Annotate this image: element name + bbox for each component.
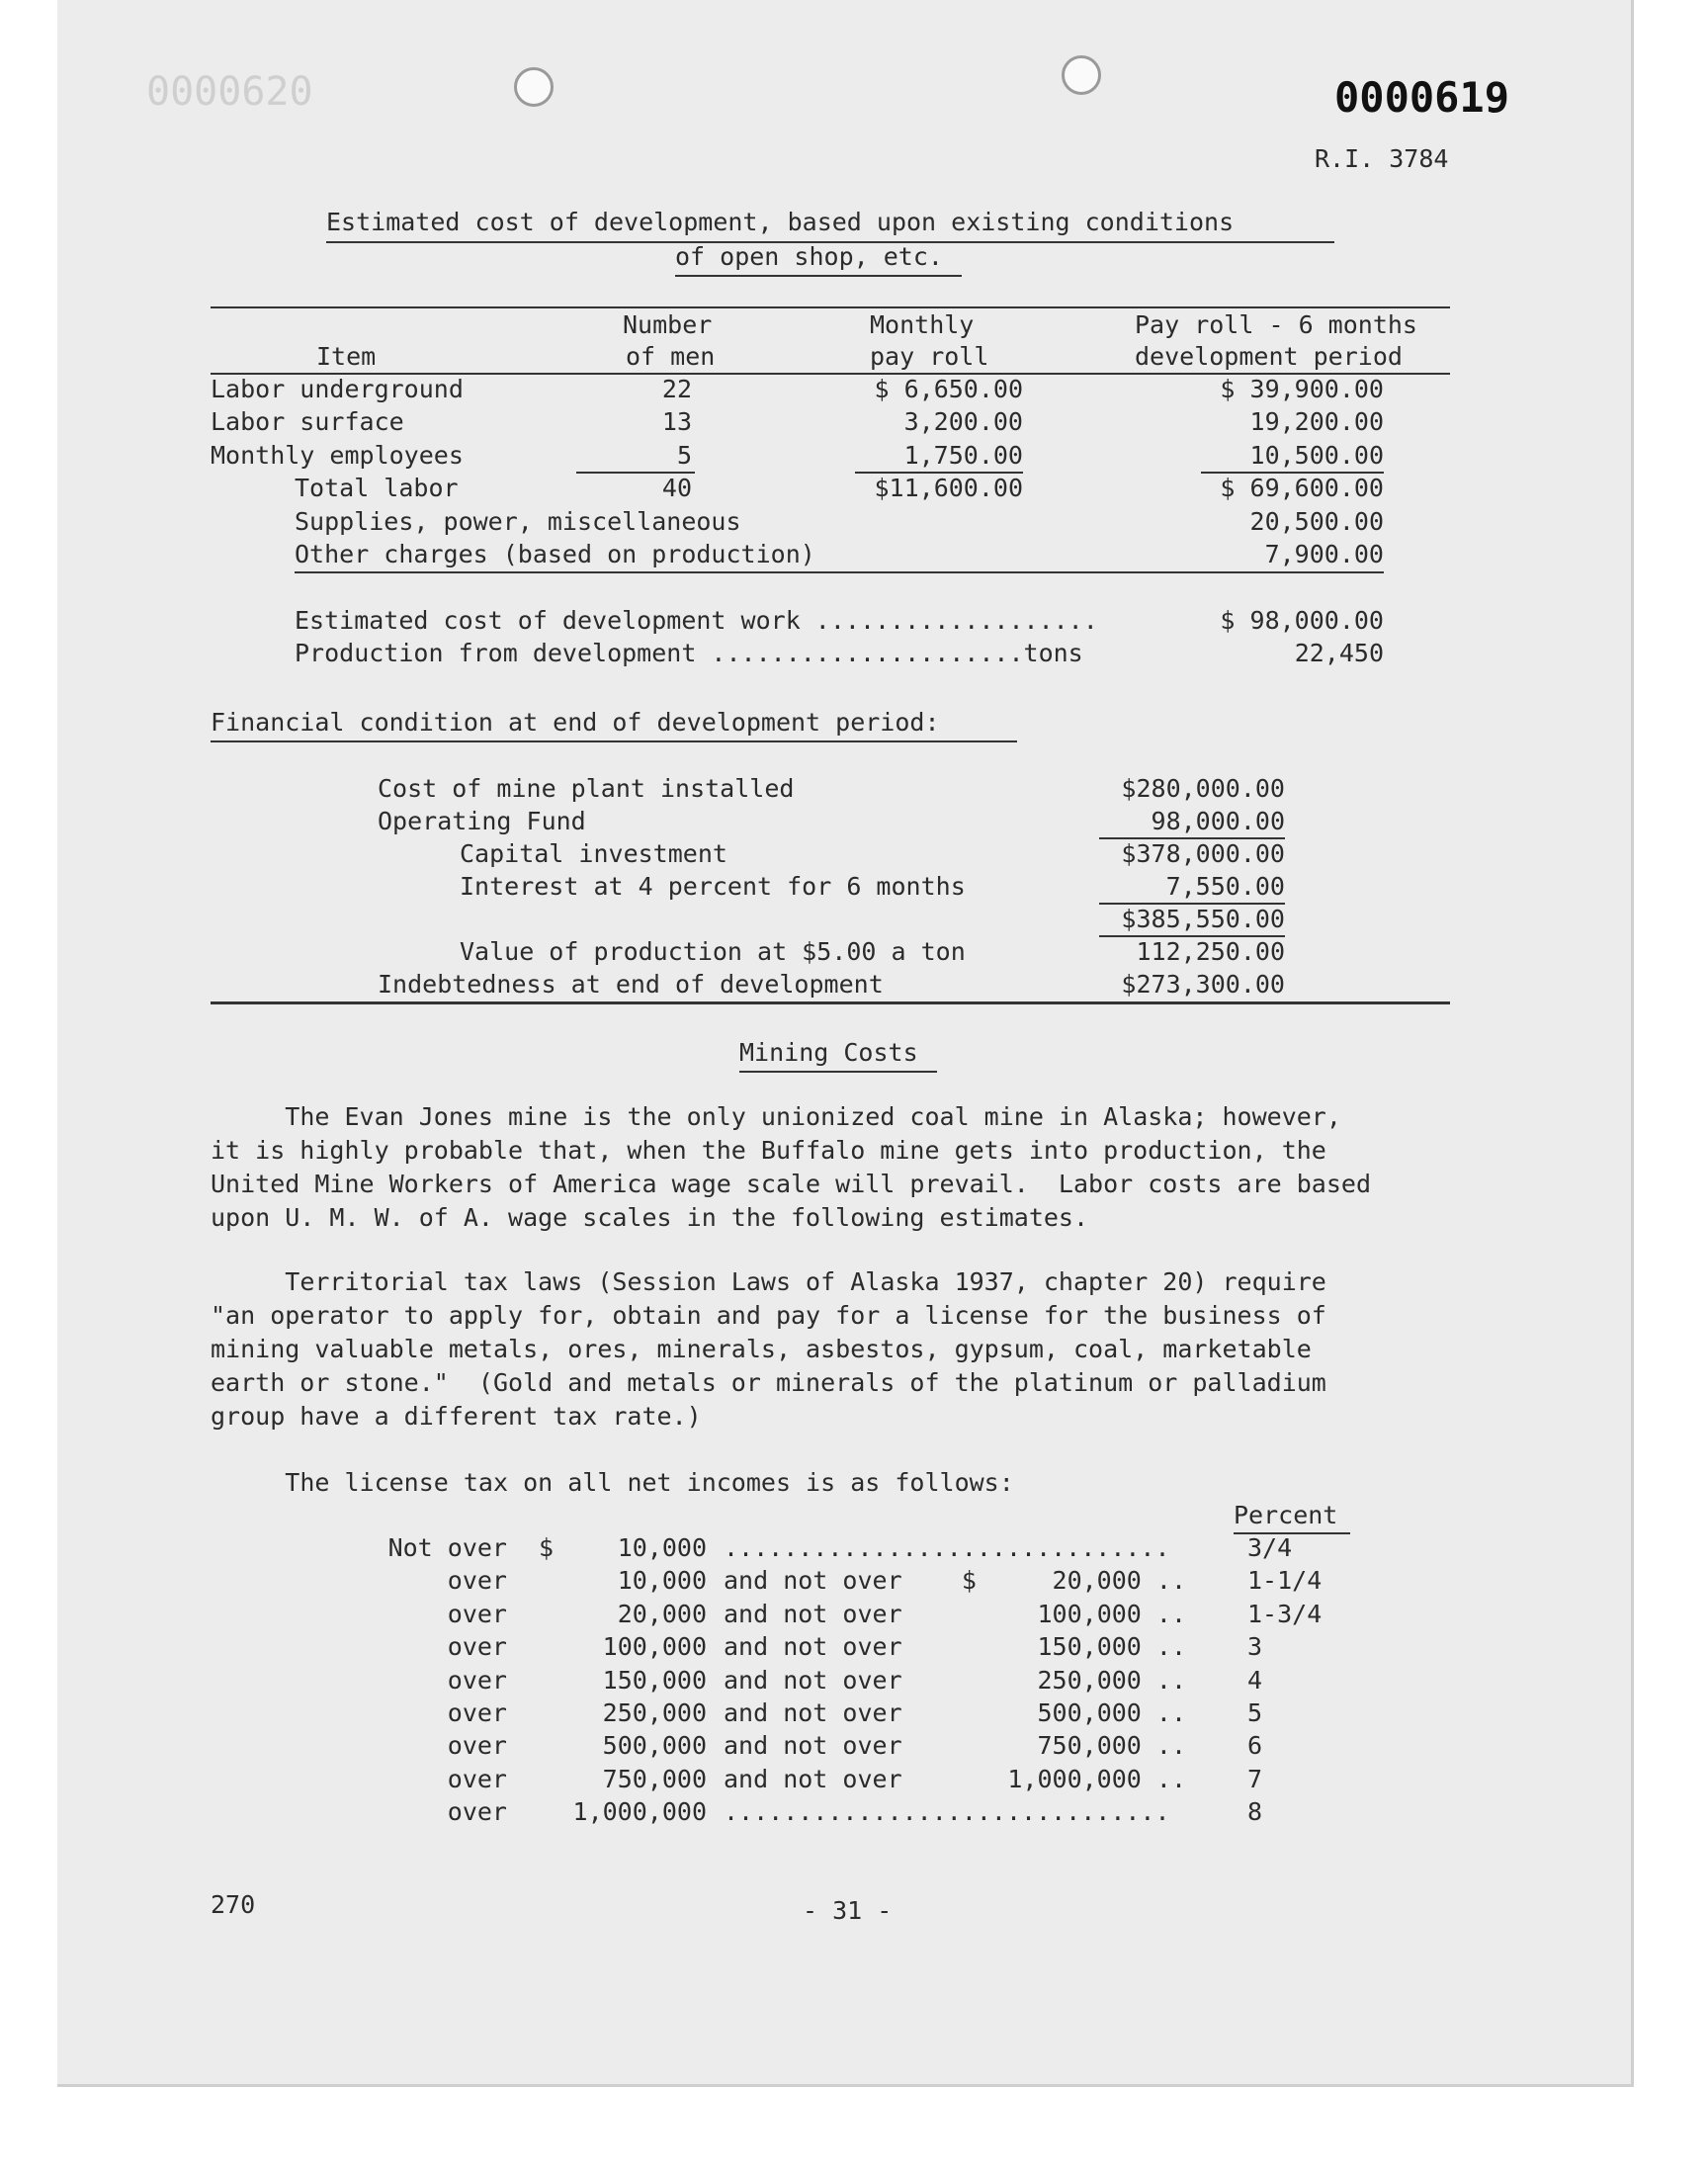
tax-row-condition: and not over	[724, 1600, 902, 1628]
punch-hole-left	[514, 67, 554, 107]
tax-row-upper-bound: 20,000 ..	[1052, 1566, 1186, 1595]
tax-row-percent: 8	[1247, 1797, 1263, 1826]
financial-row-value: $280,000.00	[1121, 774, 1285, 803]
production-label: Production from development .....................tons	[295, 639, 1083, 667]
tax-row-condition: and not over	[724, 1666, 902, 1695]
tax-row-dollar: $	[539, 1533, 555, 1562]
tax-row-condition: ..............................	[724, 1533, 1170, 1562]
table-row-item: Labor surface	[211, 407, 404, 436]
other-charges-label: Other charges (based on production)	[295, 540, 815, 568]
tax-row-upper-bound: 500,000 ..	[1037, 1698, 1186, 1727]
tax-row-percent: 3	[1247, 1632, 1263, 1661]
financial-row-value: 98,000.00	[1151, 807, 1285, 835]
page-stamp-number: 0000619	[1334, 73, 1510, 122]
production-value: 22,450	[1294, 639, 1384, 667]
development-title-line2: of open shop, etc.	[675, 242, 943, 271]
tax-row-percent: 3/4	[1247, 1533, 1293, 1562]
tax-row-lower-bound: 100,000	[602, 1632, 707, 1661]
tax-row-percent: 6	[1247, 1731, 1263, 1760]
other-charges-value: 7,900.00	[1264, 540, 1384, 568]
financial-row-value: 112,250.00	[1136, 937, 1285, 966]
financial-row-value: $385,550.00	[1121, 905, 1285, 933]
table-top-rule	[211, 306, 1450, 308]
tax-row-prefix: over	[447, 1566, 507, 1595]
table-row-monthly: 3,200.00	[903, 407, 1023, 436]
tax-row-percent: 1-1/4	[1247, 1566, 1323, 1595]
financial-bottom-rule	[211, 1001, 1450, 1004]
title-underline-2	[675, 275, 962, 277]
financial-row-label: Operating Fund	[378, 807, 586, 835]
table-row-monthly: 1,750.00	[903, 441, 1023, 470]
other-charges-rule	[295, 571, 1384, 573]
financial-row-label: Interest at 4 percent for 6 months	[460, 872, 966, 901]
total-labor-men: 40	[661, 474, 692, 502]
tax-row-lower-bound: 10,000	[617, 1566, 707, 1595]
col-header-men-2: of men	[626, 342, 716, 371]
tax-row-upper-bound: 750,000 ..	[1037, 1731, 1186, 1760]
estimated-cost-label: Estimated cost of development work ...................	[295, 606, 1098, 635]
tax-row-condition: and not over	[724, 1765, 902, 1793]
table-row-men: 22	[661, 375, 692, 403]
bleed-through-number: 0000620	[146, 69, 313, 115]
tax-row-prefix: Not over	[387, 1533, 507, 1562]
tax-row-upper-bound: 100,000 ..	[1037, 1600, 1186, 1628]
tax-row-condition: ..............................	[724, 1797, 1170, 1826]
financial-row-value: 7,550.00	[1165, 872, 1285, 901]
total-labor-payroll: $ 69,600.00	[1220, 474, 1384, 502]
tax-row-lower-bound: 150,000	[602, 1666, 707, 1695]
col-header-monthly-1: Monthly	[870, 310, 975, 339]
tax-row-prefix: over	[447, 1731, 507, 1760]
tax-row-lower-bound: 20,000	[617, 1600, 707, 1628]
punch-hole-right	[1062, 55, 1101, 95]
col-header-payroll-1: Pay roll - 6 months	[1135, 310, 1417, 339]
tax-row-condition: and not over	[724, 1698, 902, 1727]
financial-row-label: Value of production at $5.00 a ton	[460, 937, 966, 966]
financial-title: Financial condition at end of development period:	[211, 708, 940, 737]
paragraph-tax-laws: Territorial tax laws (Session Laws of Alaska 1937, chapter 20) require "an operator to apply for, obtain and pay for a license for the business of mining valuable metals, ores, minerals, asbestos, gypsum, coal, marketable earth or stone." (Gold and metals or minerals of the platinum or palladium group have a different tax rate.)	[211, 1267, 1326, 1431]
report-id: R.I. 3784	[1315, 144, 1449, 173]
mining-costs-title: Mining Costs	[739, 1038, 918, 1067]
financial-row-value: $378,000.00	[1121, 839, 1285, 868]
tax-row-condition: and not over $	[724, 1566, 977, 1595]
total-labor-label: Total labor	[295, 474, 459, 502]
paragraph-license-tax: The license tax on all net incomes is as follows:	[211, 1468, 1014, 1497]
percent-header: Percent	[1234, 1501, 1338, 1529]
tax-row-condition: and not over	[724, 1731, 902, 1760]
tax-row-upper-bound: 150,000 ..	[1037, 1632, 1186, 1661]
left-page-number: 270	[211, 1890, 256, 1919]
col-header-item: Item	[316, 342, 377, 371]
financial-title-underline	[211, 740, 1017, 742]
table-row-monthly: $ 6,650.00	[874, 375, 1023, 403]
supplies-value: 20,500.00	[1249, 507, 1384, 536]
tax-row-prefix: over	[447, 1666, 507, 1695]
financial-row-label: Indebtedness at end of development	[378, 970, 884, 999]
tax-row-percent: 5	[1247, 1698, 1263, 1727]
col-header-monthly-2: pay roll	[870, 342, 989, 371]
table-row-men: 13	[661, 407, 692, 436]
estimated-cost-value: $ 98,000.00	[1220, 606, 1384, 635]
tax-row-lower-bound: 750,000	[602, 1765, 707, 1793]
tax-row-lower-bound: 250,000	[602, 1698, 707, 1727]
table-row-payroll: $ 39,900.00	[1220, 375, 1384, 403]
tax-row-lower-bound: 1,000,000	[572, 1797, 707, 1826]
col-header-men-1: Number	[623, 310, 713, 339]
financial-row-value: $273,300.00	[1121, 970, 1285, 999]
tax-row-condition: and not over	[724, 1632, 902, 1661]
supplies-label: Supplies, power, miscellaneous	[295, 507, 741, 536]
tax-row-percent: 7	[1247, 1765, 1263, 1793]
development-title-line1: Estimated cost of development, based upon existing conditions	[326, 208, 1235, 236]
tax-row-percent: 1-3/4	[1247, 1600, 1323, 1628]
table-row-payroll: 19,200.00	[1249, 407, 1384, 436]
financial-row-label: Cost of mine plant installed	[378, 774, 795, 803]
table-row-payroll: 10,500.00	[1249, 441, 1384, 470]
tax-row-prefix: over	[447, 1632, 507, 1661]
tax-row-lower-bound: 10,000	[617, 1533, 707, 1562]
tax-row-prefix: over	[447, 1797, 507, 1826]
tax-row-prefix: over	[447, 1698, 507, 1727]
tax-row-upper-bound: 250,000 ..	[1037, 1666, 1186, 1695]
tax-row-upper-bound: 1,000,000 ..	[1007, 1765, 1186, 1793]
paragraph-union: The Evan Jones mine is the only unionized coal mine in Alaska; however, it is highly probable that, when the Buffalo mine gets into production, the United Mine Workers of America wage scale will prevail. Labor costs are based upon U. M. W. of A. wage scales in the following estimates.	[211, 1102, 1371, 1232]
col-header-payroll-2: development period	[1135, 342, 1403, 371]
tax-row-prefix: over	[447, 1600, 507, 1628]
tax-row-lower-bound: 500,000	[602, 1731, 707, 1760]
financial-row-label: Capital investment	[460, 839, 727, 868]
table-row-item: Labor underground	[211, 375, 464, 403]
table-row-men: 5	[676, 441, 692, 470]
table-row-item: Monthly employees	[211, 441, 464, 470]
tax-row-prefix: over	[447, 1765, 507, 1793]
page-number: - 31 -	[803, 1896, 893, 1925]
total-labor-monthly: $11,600.00	[874, 474, 1023, 502]
mining-costs-underline	[739, 1071, 937, 1073]
tax-row-percent: 4	[1247, 1666, 1263, 1695]
